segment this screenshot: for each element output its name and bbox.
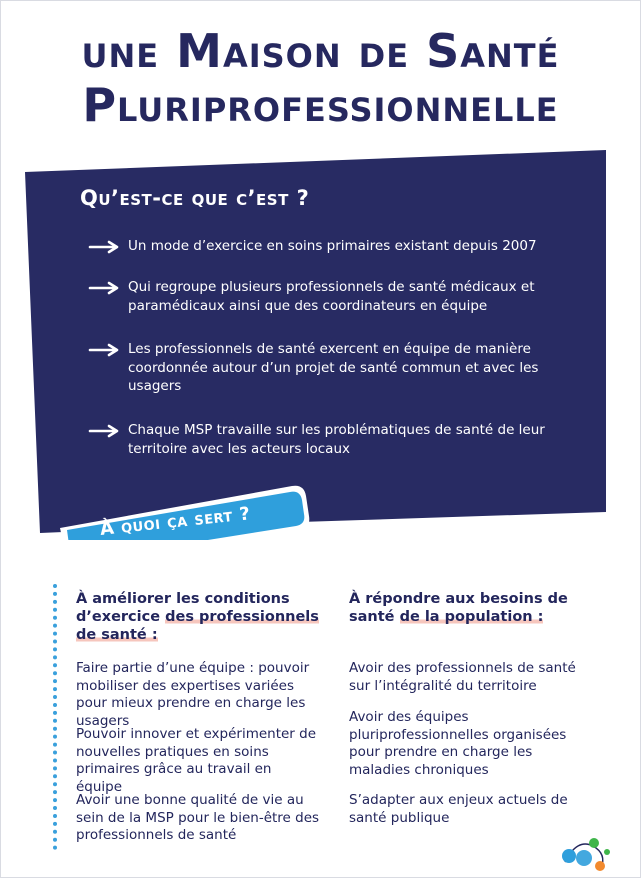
list-item: Avoir des professionnels de santé sur l’intégralité du territoire bbox=[349, 660, 576, 694]
title-line-2: Pluriprofessionnelle bbox=[82, 78, 559, 132]
list-item: Avoir une bonne qualité de vie au sein de la MSP pour le bien-être des professionnels de santé bbox=[76, 792, 320, 843]
list-item-text: Les professionnels de santé exercent en équipe de manière coordonnée autour d’un projet de santé commun et avec les usagers bbox=[128, 341, 539, 394]
left-heading-plain: À améliorer les conditions d’exercice bbox=[76, 591, 290, 625]
right-heading-plain: À répondre aux besoins de santé bbox=[349, 591, 568, 625]
arrow-right-icon bbox=[88, 424, 122, 438]
arrow-right-icon bbox=[88, 240, 122, 254]
list-item bbox=[88, 278, 558, 315]
arrow-right-icon bbox=[88, 343, 122, 357]
list-item: Pouvoir innover et expérimenter de nouvelles pratiques en soins primaires grâce au travail en équipe bbox=[76, 726, 317, 795]
list-item-text: Chaque MSP travaille sur les problématiques de santé de leur territoire avec les acteurs locaux bbox=[128, 422, 545, 457]
list-item: S’adapter aux enjeux actuels de santé publique bbox=[349, 792, 568, 826]
arrow-right-icon bbox=[88, 281, 122, 295]
left-column-heading bbox=[76, 590, 326, 644]
list-item: Avoir des équipes pluriprofessionnelles organisées pour prendre en charge les maladies chroniques bbox=[349, 709, 567, 778]
title-line-1: une Maison de Santé bbox=[81, 24, 560, 78]
list-item bbox=[88, 340, 558, 396]
left-heading-highlight: des professionnels de santé : bbox=[76, 609, 319, 643]
right-heading-highlight: de la population : bbox=[399, 609, 544, 625]
msp-logo-icon bbox=[555, 828, 615, 876]
list-item: Faire partie d’une équipe : pouvoir mobiliser des expertises variées pour mieux prendre en charge les usagers bbox=[76, 660, 310, 729]
list-item-text: Un mode d’exercice en soins primaires existant depuis 2007 bbox=[128, 238, 537, 254]
list-item bbox=[88, 237, 558, 256]
dotted-divider bbox=[53, 584, 57, 850]
tab-heading: À quoi ça sert ? bbox=[98, 503, 252, 540]
list-item-text: Qui regroupe plusieurs professionnels de santé médicaux et paramédicaux ainsi que des coordinateurs en équipe bbox=[128, 279, 535, 314]
panel-heading: Qu’est-ce que c’est ? bbox=[80, 186, 310, 210]
right-column bbox=[349, 590, 599, 826]
left-column bbox=[76, 590, 326, 843]
right-column-heading bbox=[349, 590, 599, 626]
list-item bbox=[88, 421, 558, 458]
